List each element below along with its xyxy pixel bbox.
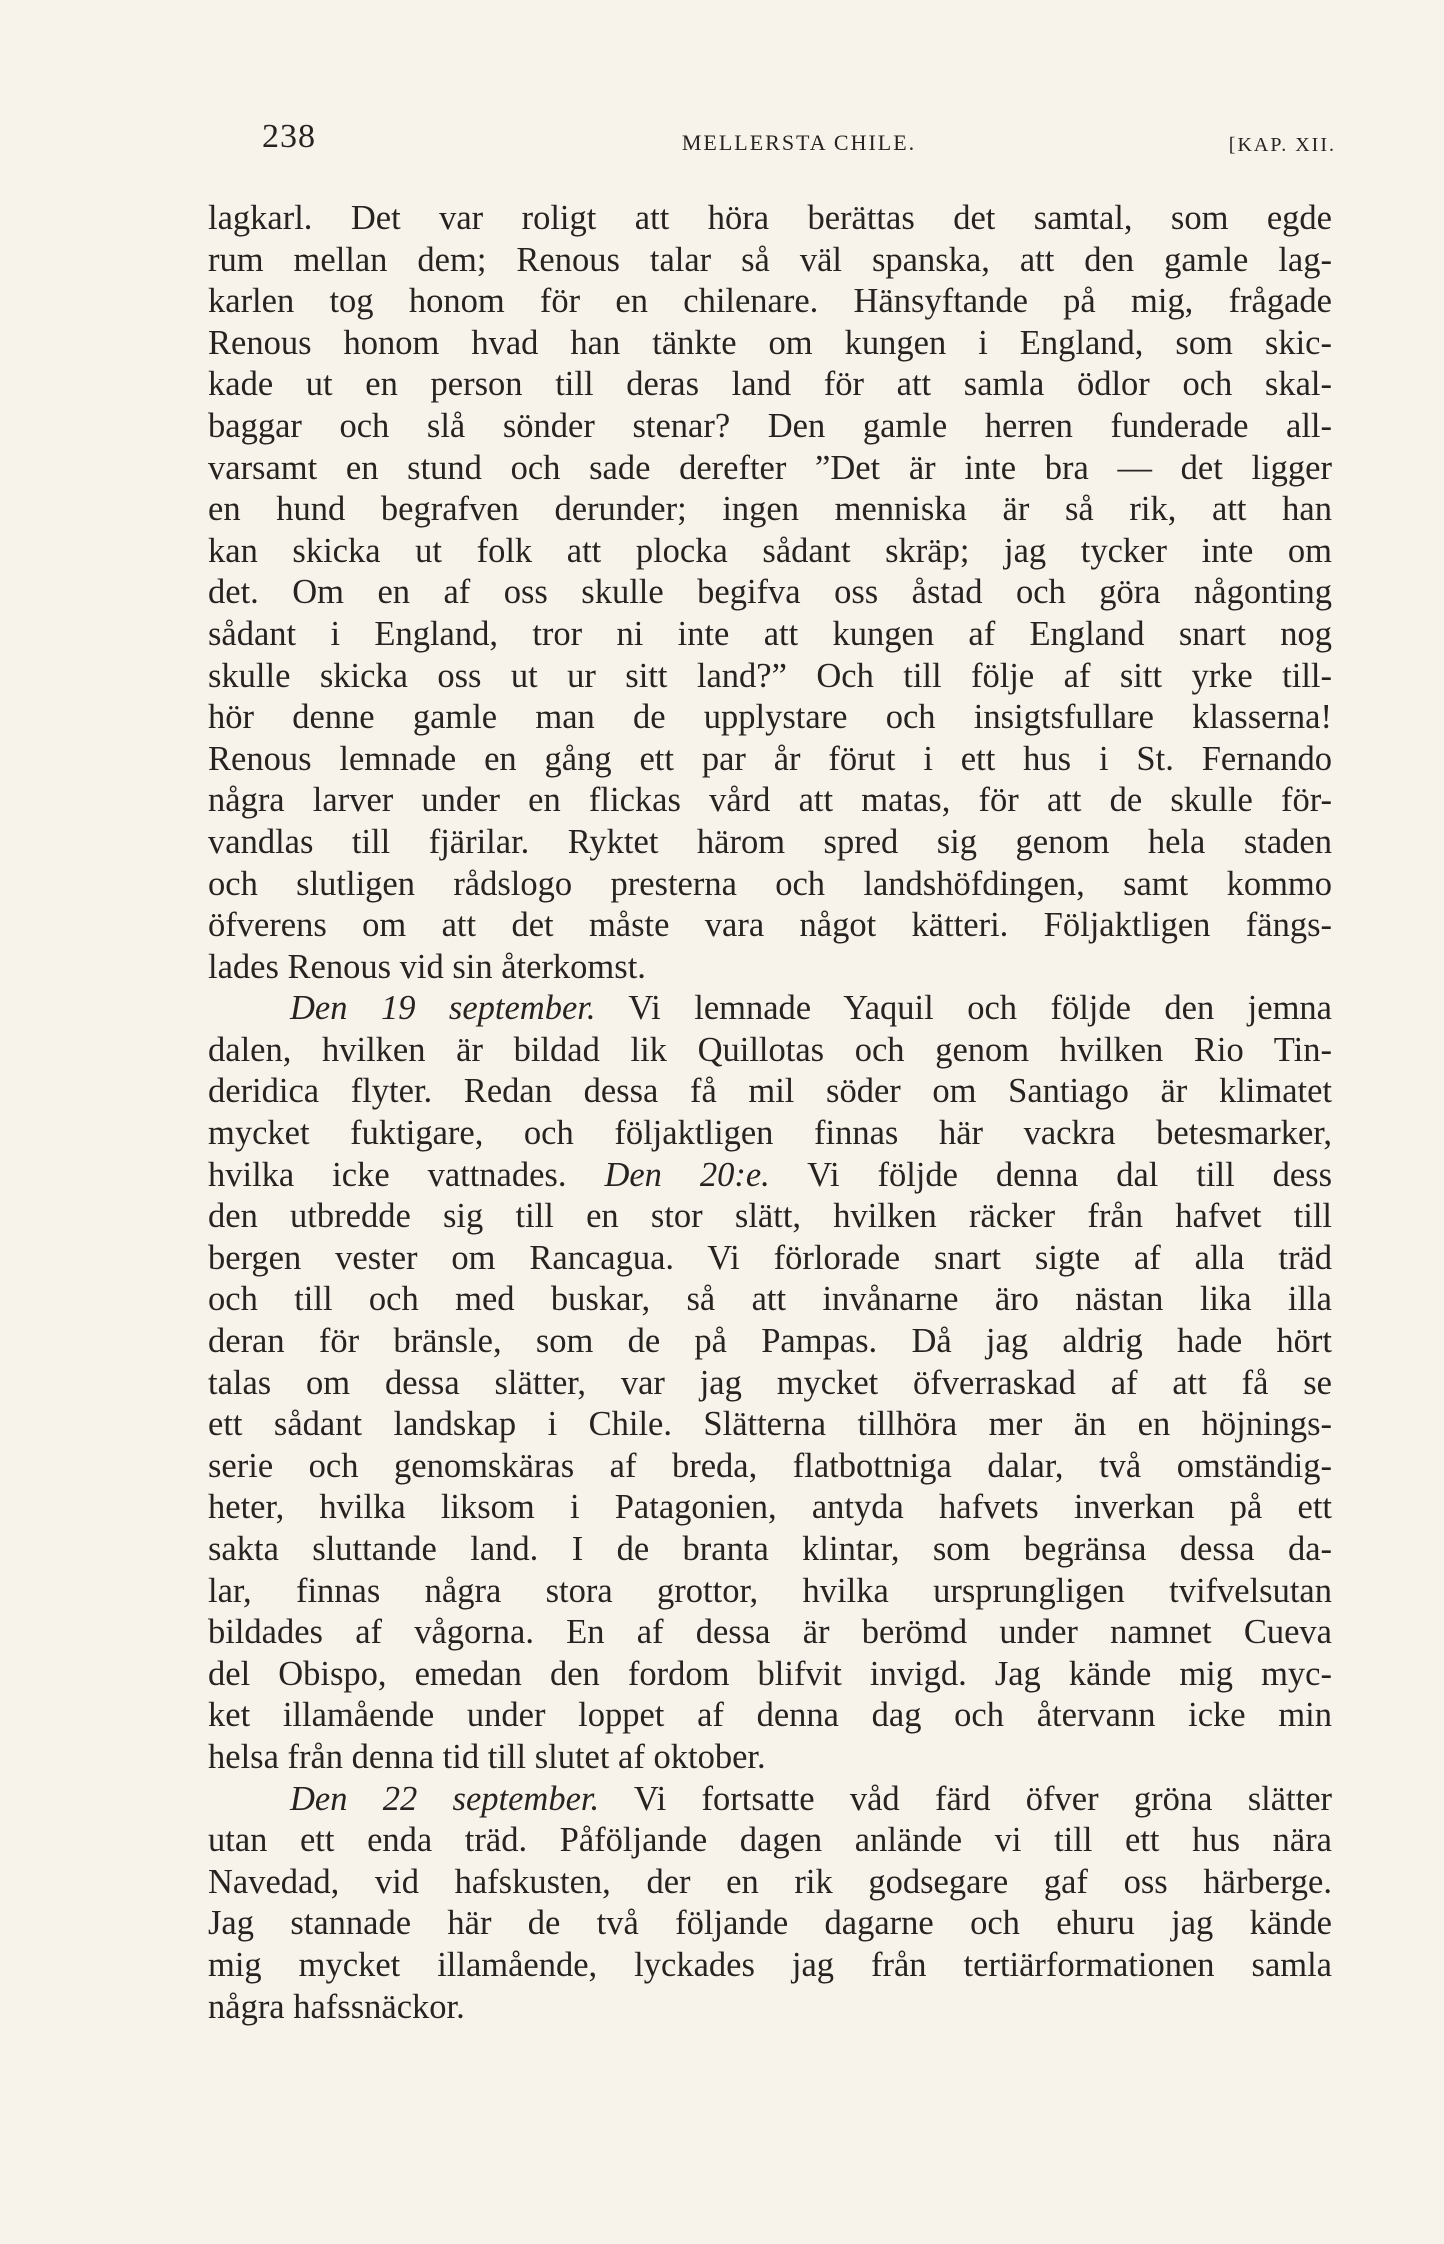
text-run: Vi lemnade Yaquil och följde den jemna	[595, 989, 1332, 1028]
text-line: mig mycket illamående, lyckades jag från tertiärformationen samla	[208, 1945, 1332, 1984]
paragraph-1	[208, 198, 1332, 988]
paragraph-2	[208, 988, 1332, 1778]
text-line: mycket fuktigare, och följaktligen finnas här vackra betesmarker,	[208, 1114, 1332, 1153]
text-line: sakta sluttande land. I de branta klintar, som begränsa dessa da-	[208, 1530, 1332, 1568]
text-line: kade ut en person till deras land för att samla ödlor och skal-	[208, 365, 1332, 404]
text-line: lades Renous vid sin återkomst.	[208, 947, 646, 986]
text-line: utan ett enda träd. Påföljande dagen anlände vi till ett hus nära	[208, 1821, 1332, 1860]
text-line: baggar och slå sönder stenar? Den gamle herren funderade all-	[208, 406, 1332, 445]
text-line: dalen, hvilken är bildad lik Quillotas och genom hvilken Rio Tin-	[208, 1030, 1332, 1069]
paragraph-3	[208, 1779, 1332, 2029]
text-line: ett sådant landskap i Chile. Slätterna tillhöra mer än en höjnings-	[208, 1405, 1332, 1444]
text-line: bergen vester om Rancagua. Vi förlorade snart sigte af alla träd	[208, 1238, 1332, 1277]
text-line: del Obispo, emedan den fordom blifvit invigd. Jag kände mig myc-	[208, 1654, 1332, 1693]
text-line: Navedad, vid hafskusten, der en rik godsegare gaf oss härberge.	[208, 1862, 1332, 1901]
page-header	[262, 118, 1336, 166]
text-line: Jag stannade här de två följande dagarne och ehuru jag kände	[208, 1904, 1332, 1943]
text-run: Vi följde denna dal till dess	[769, 1155, 1333, 1194]
text-line: bildades af vågorna. En af dessa är berömd under namnet Cueva	[208, 1613, 1332, 1652]
text-line: helsa från denna tid till slutet af oktober.	[208, 1737, 766, 1776]
text-line: ket illamående under loppet af denna dag och återvann icke min	[208, 1696, 1332, 1735]
text-line	[208, 1155, 1332, 1197]
date-heading: Den 19 september.	[290, 989, 596, 1028]
text-line: karlen tog honom för en chilenare. Hänsyftande på mig, frågade	[208, 282, 1332, 321]
text-line: några larver under en flickas vård att matas, för att de skulle för-	[208, 781, 1332, 820]
chapter-reference: [KAP. XII.	[1228, 134, 1336, 156]
running-title: MELLERSTA CHILE.	[681, 130, 917, 155]
text-line: hör denne gamle man de upplystare och insigtsfullare klasserna!	[208, 698, 1332, 737]
text-line: kan skicka ut folk att plocka sådant skräp; jag tycker inte om	[208, 531, 1332, 570]
text-line: och till och med buskar, så att invånarne äro nästan lika illa	[208, 1280, 1332, 1319]
text-line	[208, 988, 1332, 1030]
text-line: deridica flyter. Redan dessa få mil söder om Santiago är klimatet	[208, 1072, 1332, 1111]
text-line: och slutligen rådslogo presterna och landshöfdingen, samt kommo	[208, 864, 1332, 903]
text-line: en hund begrafven derunder; ingen menniska är så rik, att han	[208, 490, 1332, 529]
text-line: Renous lemnade en gång ett par år förut i ett hus i St. Fernando	[208, 739, 1332, 778]
date-heading: Den 20:e.	[604, 1155, 770, 1194]
text-line: deran för bränsle, som de på Pampas. Då jag aldrig hade hört	[208, 1322, 1332, 1361]
text-line: Renous honom hvad han tänkte om kungen i England, som skic-	[208, 323, 1332, 362]
text-line: lagkarl. Det var roligt att höra berättas det samtal, som egde	[208, 199, 1332, 237]
date-heading: Den 22 september.	[290, 1779, 600, 1818]
text-line: sådant i England, tror ni inte att kungen af England snart nog	[208, 614, 1332, 653]
text-line: den utbredde sig till en stor slätt, hvilken räcker från hafvet till	[208, 1197, 1332, 1236]
text-line: det. Om en af oss skulle begifva oss åstad och göra någonting	[208, 573, 1332, 612]
text-line: öfverens om att det måste vara något kätteri. Följaktligen fängs-	[208, 906, 1332, 945]
text-line	[208, 1779, 1332, 1821]
text-line: lar, finnas några stora grottor, hvilka ursprungligen tvifvelsutan	[208, 1571, 1332, 1610]
text-line: rum mellan dem; Renous talar så väl spanska, att den gamle lag-	[208, 240, 1332, 279]
text-line: vandlas till fjärilar. Ryktet härom spred sig genom hela staden	[208, 822, 1332, 861]
text-line: serie och genomskäras af breda, flatbottniga dalar, två omständig-	[208, 1446, 1332, 1485]
text-line: skulle skicka oss ut ur sitt land?” Och till följe af sitt yrke till-	[208, 656, 1332, 695]
text-line: varsamt en stund och sade derefter ”Det är inte bra — det ligger	[208, 448, 1332, 487]
text-run: hvilka icke vattnades.	[208, 1155, 605, 1194]
text-line: heter, hvilka liksom i Patagonien, antyda hafvets inverkan på ett	[208, 1488, 1332, 1527]
text-line: några hafssnäckor.	[208, 1987, 465, 2026]
text-line: talas om dessa slätter, var jag mycket öfverraskad af att få se	[208, 1363, 1332, 1402]
page-number: 238	[262, 118, 316, 155]
body-text	[208, 198, 1332, 2028]
text-run: Vi fortsatte våd färd öfver gröna slätter	[599, 1779, 1332, 1818]
